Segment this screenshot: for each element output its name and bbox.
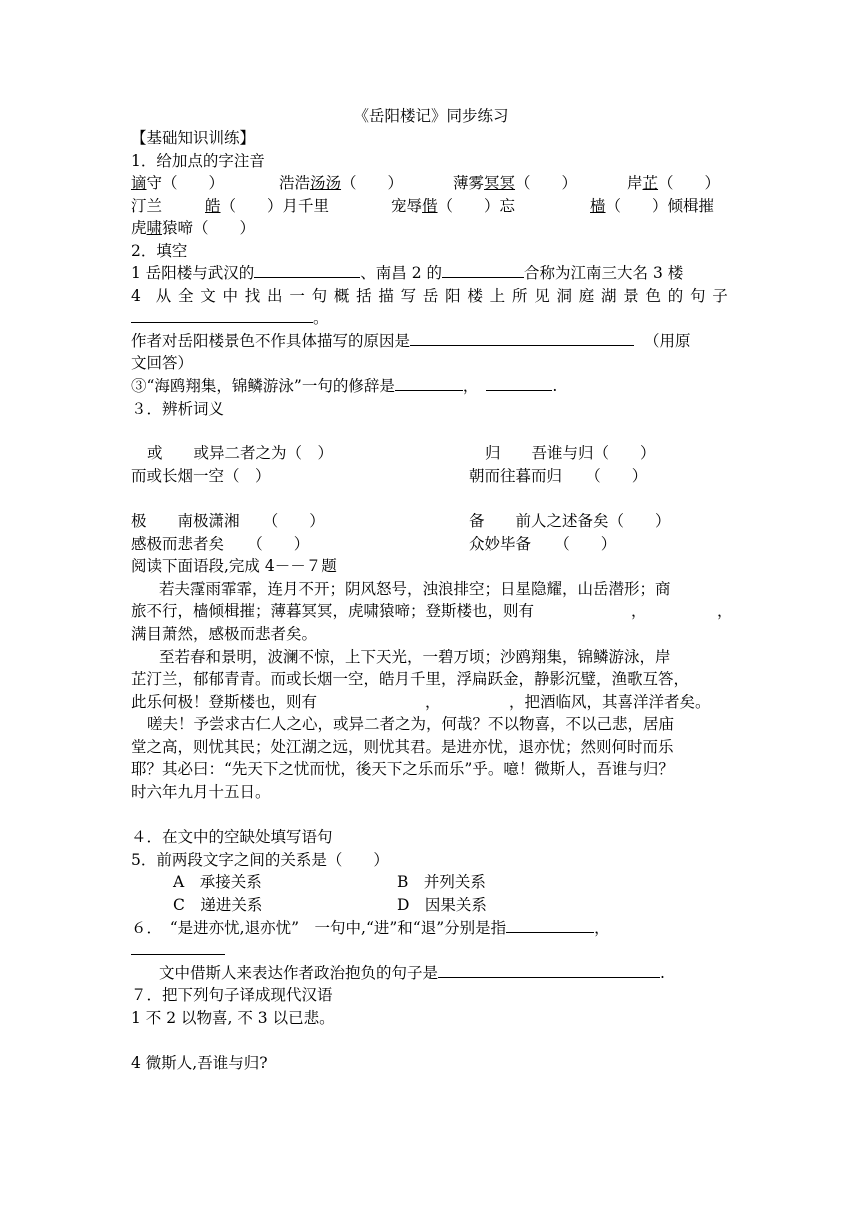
passage-line: 若夫霪雨霏霏，连月不开；阴风怒号，浊浪排空；日星隐耀，山岳潜形；商	[159, 580, 671, 598]
question-2-line-1: 1 岳阳楼与武汉的 、南昌 2 的 合称为江南三大名 3 楼	[131, 264, 684, 282]
question-1-row-1	[131, 172, 731, 194]
answer-blank[interactable]	[410, 330, 634, 346]
word-meaning-item: 备 前人之述备矣（ ）	[469, 512, 671, 530]
option-b: B 并列关系	[397, 873, 486, 891]
question-2-label: 2．填空	[131, 242, 188, 260]
option-d: D 因果关系	[397, 896, 487, 914]
question-1-row-3: 虎啸猿啼（ ）	[131, 219, 256, 237]
word-meaning-item: 或 或异二者之为（ ）	[147, 444, 334, 462]
pinyin-item: 樯（ ）倾楫摧	[590, 197, 715, 215]
option-a: A 承接关系	[173, 873, 262, 891]
answer-blank[interactable]	[486, 375, 552, 391]
passage-line: 至若春和景明，波澜不惊，上下天光，一碧万顷；沙鸥翔集，锦鳞游泳，岸	[159, 648, 671, 666]
question-2-line-2: 4 从全文中找出一句概括描写岳阳楼上所见洞庭湖景色的句子	[131, 287, 731, 305]
question-2-line-5: 文回答）	[131, 354, 194, 372]
question-6-line-3: 文中借斯人来表达作者政治抱负的句子是 .	[159, 964, 665, 982]
passage-line: 时六年九月十五日。	[131, 783, 271, 801]
question-7-label: ７．把下列句子译成现代汉语	[131, 986, 333, 1004]
word-meaning-item: 感极而悲者矣 （ ）	[131, 535, 310, 553]
answer-blank[interactable]	[131, 307, 313, 323]
answer-blank[interactable]	[442, 262, 524, 278]
question-2-line-4: 作者对岳阳楼景色不作具体描写的原因是 （用原	[131, 332, 691, 350]
question-3-label: ３．辨析词义	[131, 400, 225, 418]
word-meaning-item: 极 南极潇湘 （ ）	[131, 512, 325, 530]
question-2-line-3: 。	[131, 307, 329, 329]
pinyin-item: 谪守（ ）	[131, 174, 225, 192]
question-5-label: 5．前两段文字之间的关系是（ ）	[131, 851, 389, 869]
pinyin-item: 薄雾冥冥（ ）	[453, 174, 578, 192]
answer-blank[interactable]	[395, 375, 463, 391]
question-4-label: ４．在文中的空缺处填写语句	[131, 828, 333, 846]
translation-item: 4 微斯人,吾谁与归?	[131, 1054, 268, 1072]
question-1-row-2: 汀兰 皓（ ）月千里 宠辱偕（ ）忘 樯（ ）倾楫摧	[131, 197, 715, 215]
word-meaning-item: 归 吾谁与归（ ）	[485, 444, 656, 462]
answer-blank[interactable]	[506, 917, 594, 933]
passage-line: 嗟夫！予尝求古仁人之心，或异二者之为，何哉？不以物喜，不以己悲，居庙	[147, 715, 675, 733]
passage-line: 芷汀兰，郁郁青青。而或长烟一空，皓月千里，浮扁跃金，静影沉璧，渔歌互答，	[131, 670, 690, 688]
question-6-line-1: ６． “是进亦忧,退亦忧” 一句中,“进”和“退”分别是指 ，	[131, 919, 610, 937]
word-meaning-item: 众妙毕备 （ ）	[469, 535, 617, 553]
translation-item: 1 不 2 以物喜, 不 3 以已悲。	[131, 1009, 335, 1027]
section-heading: 【基础知识训练】	[131, 129, 256, 147]
question-1-label: 1．给加点的字注音	[131, 152, 265, 170]
question-2-line-6: ③“海鸥翔集，锦鳞游泳”一句的修辞是 ， .	[131, 377, 558, 395]
pinyin-item: 宠辱偕（ ）忘	[391, 197, 516, 215]
pinyin-item: 皓（ ）月千里	[205, 197, 330, 215]
page-title: 《岳阳楼记》同步练习	[353, 107, 509, 125]
passage-line: 堂之高，则忧其民；处江湖之远，则忧其君。是进亦忧，退亦忧；然则何时而乐	[131, 738, 674, 756]
option-c: C 递进关系	[173, 896, 263, 914]
question-6-line-2	[131, 939, 225, 961]
answer-blank[interactable]	[131, 939, 225, 955]
pinyin-item: 岸芷（ ）	[627, 174, 721, 192]
word-meaning-item: 而或长烟一空（ ）	[131, 467, 271, 485]
passage-line: 此乐何极！登斯楼也，则有 ， ，把酒临风，其喜洋洋者矣。	[131, 693, 711, 711]
passage-line: 旅不行，樯倾楫摧；薄暮冥冥，虎啸猿啼；登斯楼也，则有 ， ，	[131, 602, 733, 620]
answer-blank[interactable]	[254, 262, 360, 278]
passage-line: 耶？其必曰：“先天下之忧而忧，後天下之乐而乐”乎。噫！微斯人，吾谁与归？	[131, 760, 674, 778]
answer-blank[interactable]	[438, 962, 660, 978]
pinyin-item: 浩浩汤汤（ ）	[279, 174, 404, 192]
passage-line: 满目萧然，感极而悲者矣。	[131, 625, 318, 643]
reading-intro: 阅读下面语段,完成 4－－７题	[131, 557, 337, 575]
word-meaning-item: 朝而往暮而归 （ ）	[469, 467, 648, 485]
